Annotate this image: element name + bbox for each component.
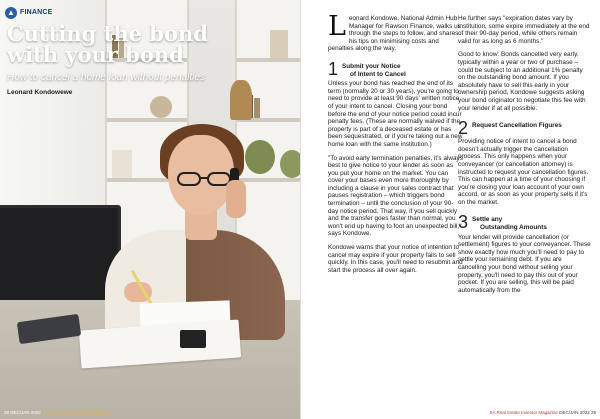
footer-right [490, 410, 596, 415]
frame [112, 150, 132, 178]
section-heading-1: 1 Submit your Notice of Intent to Cancel [328, 58, 406, 79]
person-hand [226, 180, 246, 218]
phone-on-desk [180, 330, 206, 348]
article-title [7, 23, 267, 65]
logo-icon: ▲ [5, 7, 17, 19]
paragraph: Good to know: Bonds cancelled very early, typically within a year or two of purchase – could be subject to an additional 1% penalty on the outstanding bond amount. If you absolutely have to sell this early in your ownership period, Kondowe suggests asking your bond originator to negotiate this fee with your lender if at all possible. [458, 51, 586, 112]
section-number: 3 [458, 212, 469, 233]
glasses-icon [176, 171, 232, 187]
plant [245, 140, 275, 174]
frame [270, 30, 288, 58]
section-heading-3: 3 Settle any Outstanding Amounts [458, 212, 547, 233]
paragraph: Your lender will provide cancellation (or settlement) figures to your conveyancer. These show exactly how much you'll need to pay to settle your remaining debt. If you are cancelling your bond without selling your property, you'll need to pay this out of your pocket. If you are selling, this will be paid automatically from the [458, 233, 591, 294]
footer-left [4, 410, 110, 415]
lamp [230, 80, 252, 120]
paragraph: Unless your bond has reached the end of its term (normally 20 or 30 years), you're going to need to provide at least 90 days' written notice of your intent to cancel. Closing your bond before the end of your notice period could incur penalty fees. (These are normally waived if the property is part of a deceased estate or has been sequestrated, or if you're taking out a new home loan with the same institution.) [328, 80, 463, 148]
paragraph: He further says "expiration dates vary by institution, some expire immediately at the end of their 90-day period, while others remain valid for as long as 6 months." [458, 15, 590, 45]
footer-date: DEC/JAN 2022 [10, 410, 41, 415]
right-page-text [300, 0, 600, 419]
shelf [107, 118, 187, 122]
book [254, 98, 260, 118]
section-number: 2 [458, 118, 469, 139]
shelf [237, 178, 300, 182]
intro-paragraph: Leonard Kondowe, National Admin Hub Manager for Rawson Finance, walks us through the steps to follow, and shares his tips on minimising costs and penalties along the way. [328, 11, 461, 53]
footer-page-number: 28 [4, 410, 10, 415]
section-label: FINANCE [20, 9, 53, 16]
article-author: Leonard Kondowewe [7, 89, 73, 96]
footer-page-number: 29 [590, 410, 596, 415]
footer-brand: SA Real Estate Investor Magazine [42, 410, 111, 415]
paragraph: Providing notice of intent to cancel a bond doesn't actually trigger the cancellation process. This only happens when your conveyancer (or cancellation attorney) is instructed to request your cancellation figures. This can happen at a time of your choosing if you're closing your loan account of your own accord, or as soon as your property sells if it's on the market. [458, 138, 589, 206]
section-heading-2: 2 Request Cancellation Figures [458, 118, 562, 139]
footer-brand: SA Real Estate Investor Magazine [489, 410, 558, 415]
section-number: 1 [328, 58, 339, 79]
paragraph: "To avoid early termination penalties, it's always best to give notice to your lender as soon as you put your home on the market. You can cover your bases even more thoroughly by including a clause in your sales contract that pauses registration – which triggers bond termination – until the conclusion of your 90-day notice period. That way, if you sell quickly and the transfer goes faster than normal, you won't end up having to foot an unexpected bill," says Kondowe. [328, 154, 463, 238]
vase [150, 96, 172, 118]
title-line-2: with your bond [7, 42, 184, 67]
section-badge [5, 6, 53, 19]
footer-date: DEC/JAN 2022 [559, 410, 590, 415]
text-column-2 [458, 15, 591, 300]
plant [280, 150, 300, 178]
computer-monitor [0, 205, 121, 306]
article-subtitle: How to cancel a home loan without penalties [7, 72, 205, 83]
title-line-1: Cutting the bond [7, 21, 208, 46]
paragraph: Kondowe warns that your notice of intention to cancel may expire if your property fails to sell quickly. In this case, you'll need to resubmit and start the process all over again. [328, 244, 463, 274]
dropcap: L [328, 11, 346, 42]
text-column-1 [328, 11, 463, 280]
